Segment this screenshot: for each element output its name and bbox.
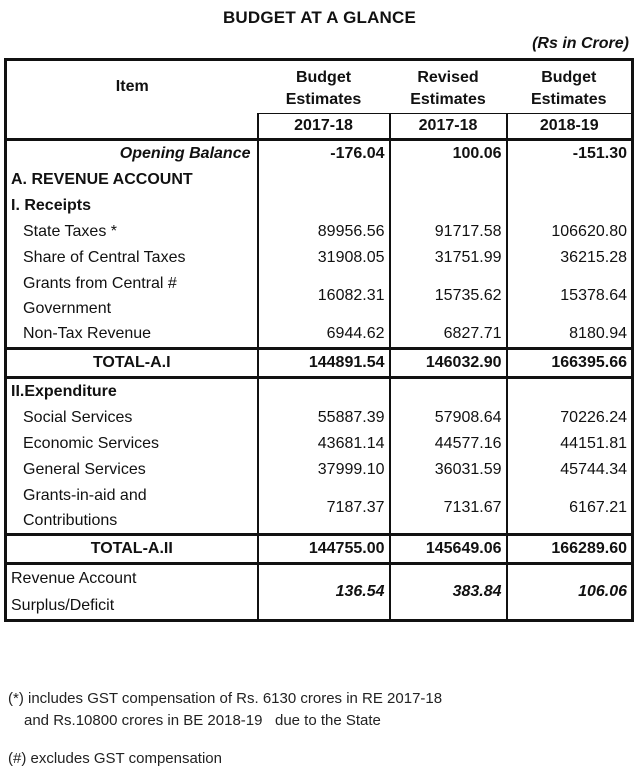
year-col2: 2017-18 (390, 114, 507, 140)
cell-value: 36215.28 (507, 245, 633, 271)
opening-balance-be1819: -151.30 (507, 140, 633, 168)
header-col3-line2: Estimates (530, 91, 607, 108)
row-label: Non-Tax Revenue (23, 325, 152, 342)
row-label: State Taxes * (23, 223, 117, 240)
table-row (6, 271, 633, 321)
row-label-line1: Grants from Central # (23, 275, 177, 292)
table-row (6, 245, 633, 271)
section-a-heading: A. REVENUE ACCOUNT (11, 171, 193, 188)
total-a2-be1718: 144755.00 (258, 535, 390, 564)
header-col2-line1: Revised (417, 69, 479, 86)
expenditure-heading: II.Expenditure (11, 383, 117, 400)
table-header (6, 60, 633, 114)
total-a2-label: TOTAL-A.II (6, 535, 258, 564)
total-a2-row (6, 535, 633, 564)
surplus-label-line2: Surplus/Deficit (11, 597, 115, 614)
total-a1-row (6, 349, 633, 378)
surplus-label-line1: Revenue Account (11, 570, 137, 587)
header-col2-line2: Estimates (410, 91, 486, 108)
header-item: Item (115, 78, 149, 96)
header-col1-line2: Estimates (285, 91, 362, 108)
cell-value: 31751.99 (390, 245, 507, 271)
total-a1-re1718: 146032.90 (390, 349, 507, 378)
cell-value: 44577.16 (390, 431, 507, 457)
surplus-deficit-row (6, 564, 633, 621)
cell-value: 15735.62 (390, 271, 507, 321)
surplus-deficit-label (6, 564, 258, 621)
cell-value: 44151.81 (507, 431, 633, 457)
table-row (6, 405, 633, 431)
table-row (6, 431, 633, 457)
cell-value: 36031.59 (390, 457, 507, 483)
total-a1-be1718: 144891.54 (258, 349, 390, 378)
surplus-be1718: 136.54 (258, 564, 390, 621)
cell-value: 37999.10 (258, 457, 390, 483)
cell-value: 70226.24 (507, 405, 633, 431)
cell-value: 45744.34 (507, 457, 633, 483)
cell-value: 6944.62 (258, 321, 390, 349)
year-blank (6, 114, 258, 140)
cell-value: 6827.71 (390, 321, 507, 349)
cell-value: 91717.58 (390, 219, 507, 245)
cell-value: 7187.37 (258, 483, 390, 535)
footnote-star-line1: (*) includes GST compensation of Rs. 6130 crores in RE 2017-18 (8, 690, 443, 707)
footnote-hash: (#) excludes GST compensation (8, 750, 222, 767)
row-label-line2: Contributions (23, 512, 118, 529)
expenditure-heading-row (6, 378, 633, 406)
total-a1-label: TOTAL-A.I (6, 349, 258, 378)
row-label-line1: Grants-in-aid and (23, 487, 147, 504)
row-label: Share of Central Taxes (23, 249, 186, 266)
table-row (6, 219, 633, 245)
cell-value: 6167.21 (507, 483, 633, 535)
table-row (6, 457, 633, 483)
cell-value: 43681.14 (258, 431, 390, 457)
table-row (6, 483, 633, 535)
cell-value: 31908.05 (258, 245, 390, 271)
total-a1-be1819: 166395.66 (507, 349, 633, 378)
opening-balance-label: Opening Balance (6, 140, 258, 168)
opening-balance-be1718: -176.04 (258, 140, 390, 168)
total-a2-be1819: 166289.60 (507, 535, 633, 564)
page-title: BUDGET AT A GLANCE (222, 8, 417, 27)
row-label: General Services (23, 461, 146, 478)
year-col1: 2017-18 (258, 114, 390, 140)
opening-balance-row (6, 140, 633, 168)
year-row (6, 114, 633, 140)
header-col3-line1: Budget (541, 69, 597, 86)
surplus-be1819: 106.06 (507, 564, 633, 621)
opening-balance-re1718: 100.06 (390, 140, 507, 168)
cell-value: 55887.39 (258, 405, 390, 431)
cell-value: 106620.80 (507, 219, 633, 245)
units-label: (Rs in Crore) (532, 35, 629, 52)
receipts-heading-row (6, 193, 633, 219)
year-col3: 2018-19 (507, 114, 633, 140)
cell-value: 89956.56 (258, 219, 390, 245)
section-heading-row (6, 167, 633, 193)
row-label: Economic Services (23, 435, 160, 452)
cell-value: 7131.67 (390, 483, 507, 535)
header-col1-line1: Budget (295, 69, 352, 86)
table-row (6, 321, 633, 349)
surplus-re1718: 383.84 (390, 564, 507, 621)
row-label-line2: Government (23, 300, 112, 317)
budget-table (4, 58, 634, 622)
receipts-heading: I. Receipts (11, 197, 92, 214)
cell-value: 15378.64 (507, 271, 633, 321)
row-label (6, 271, 258, 321)
cell-value: 16082.31 (258, 271, 390, 321)
row-label (6, 483, 258, 535)
cell-value: 57908.64 (390, 405, 507, 431)
total-a2-re1718: 145649.06 (390, 535, 507, 564)
footnote-star (8, 688, 442, 732)
footnote-star-line2: and Rs.10800 crores in BE 2018-19 due to the State (24, 712, 381, 729)
row-label: Social Services (23, 409, 133, 426)
cell-value: 8180.94 (507, 321, 633, 349)
